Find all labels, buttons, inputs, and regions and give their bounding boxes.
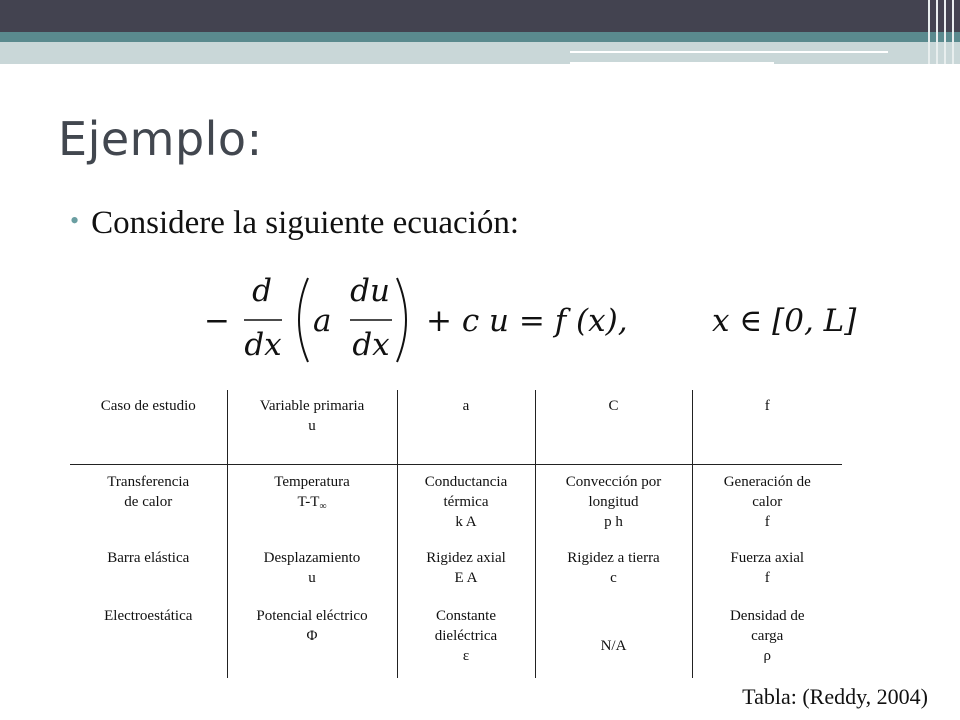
eq-du: du: [350, 273, 390, 309]
table-cell: Electroestática: [104, 608, 193, 624]
table-caption: Tabla: (Reddy, 2004): [742, 684, 928, 709]
table-cell: Barra elástica: [107, 550, 190, 566]
table-header-row: [70, 390, 842, 465]
eq-rhs: + c u = f (x),: [426, 303, 628, 339]
table-header-cell: C: [535, 390, 692, 465]
table-cell: Constante dieléctrica ε: [397, 602, 535, 678]
bullet-item: [70, 205, 519, 242]
table-cell: Potencial eléctrico Φ: [227, 602, 397, 678]
slide-title: Ejemplo:: [58, 112, 263, 166]
table-cell: Convección por longitud p h: [535, 465, 692, 545]
table-header-cell: Caso de estudio: [70, 390, 227, 465]
table-row: [70, 602, 842, 678]
table-cell: Generación de calor f: [692, 465, 842, 545]
equation-table: [70, 390, 842, 678]
header-band-light: [0, 42, 960, 64]
eq-minus: −: [204, 303, 230, 339]
table-header-cell: a: [397, 390, 535, 465]
table-cell: Rigidez axial E A: [397, 544, 535, 602]
table-cell: Fuerza axial f: [692, 544, 842, 602]
table-cell: Densidad de carga ρ: [692, 602, 842, 678]
header-stripe: [570, 51, 888, 53]
table-cell: Rigidez a tierra c: [535, 544, 692, 602]
eq-right-paren: [397, 278, 406, 362]
header-vertical-lines: [922, 0, 960, 64]
eq-dx: dx: [244, 327, 282, 363]
header-band-teal: [0, 32, 960, 42]
bullet-text: Considere la siguiente ecuación:: [91, 205, 520, 241]
eq-left-paren: [299, 278, 308, 362]
bullet-dot-icon: •: [70, 206, 80, 235]
eq-domain: x ∈ [0, L]: [712, 303, 857, 339]
header-band-dark: [0, 0, 960, 32]
table-cell: Transferencia de calor: [107, 474, 190, 510]
header-stripe: [570, 62, 774, 64]
table-header-cell: f: [692, 390, 842, 465]
table-cell: Temperatura $T-T_\infty$: [227, 465, 397, 545]
table-cell: Desplazamiento u: [227, 544, 397, 602]
table-row: [70, 465, 842, 545]
table-header-cell: Variable primaria u: [227, 390, 397, 465]
eq-d: d: [252, 273, 272, 309]
table-row: [70, 544, 842, 602]
table-cell: Conductancia térmica k A: [397, 465, 535, 545]
eq-dx: dx: [352, 327, 390, 363]
table-cell: N/A: [535, 602, 692, 678]
equation: [200, 270, 900, 370]
eq-a: a: [313, 303, 332, 339]
